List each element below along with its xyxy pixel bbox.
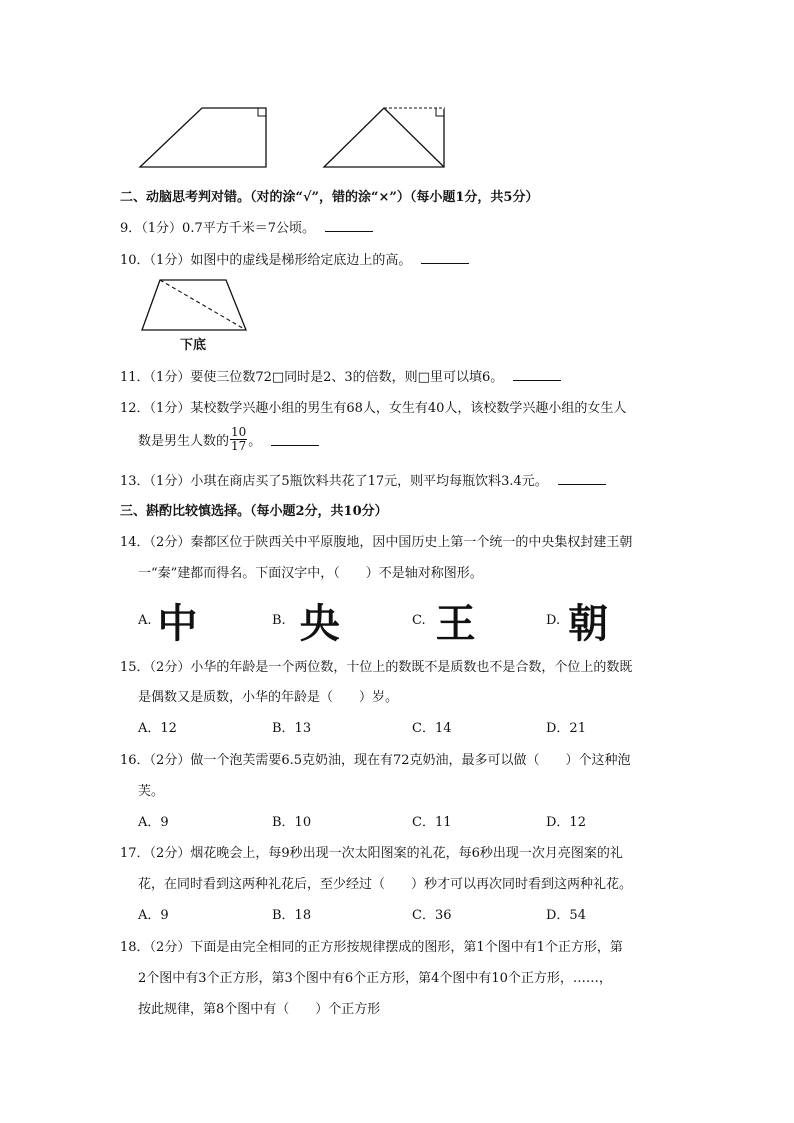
answer-blank[interactable] [325, 219, 373, 232]
question-18-line2: 2个图中有3个正方形，第3个图中有6个正方形，第4个图中有10个正方形，……， [138, 971, 612, 986]
option-d[interactable] [546, 592, 608, 649]
question-13 [120, 470, 606, 489]
question-17-line1: 17．（2分）烟花晚会上，每9秒出现一次太阳图案的礼花，每6秒出现一次月亮图案的礼 [120, 846, 623, 861]
question-13-text: 13．（1分）小琪在商店买了5瓶饮料共花了17元，则平均每瓶饮料3.4元。 [120, 474, 548, 489]
question-11-text: 11．（1分）要使三位数72□同时是2、3的倍数，则□里可以填6。 [120, 370, 504, 385]
question-9 [120, 217, 373, 236]
fraction-denominator: 17 [231, 439, 247, 453]
question-12-text: 数是男生人数的 [138, 434, 230, 449]
option-b[interactable]: B．18 [272, 908, 312, 923]
option-a[interactable]: A．9 [138, 815, 169, 830]
answer-blank[interactable] [558, 472, 606, 485]
trapezoid-figure-right [320, 104, 450, 170]
option-c[interactable]: C．14 [412, 721, 452, 736]
option-b[interactable]: B．10 [272, 815, 312, 830]
option-c[interactable] [412, 592, 476, 649]
question-12-line1: 12．（1分）某校数学兴趣小组的男生有68人，女生有40人，该校数学兴趣小组的女生人 [120, 401, 627, 416]
question-10-text: 10．（1分）如图中的虚线是梯形给定底边上的高。 [120, 253, 412, 268]
option-d[interactable]: D．12 [546, 815, 586, 830]
answer-blank[interactable] [513, 368, 561, 381]
question-17-line2: 花，在同时看到这两种礼花后，至少经过（ ）秒才可以再次同时看到这两种礼花。 [138, 877, 633, 892]
option-c[interactable]: C．36 [412, 908, 452, 923]
trapezoid-figure-q10 [138, 276, 250, 334]
fraction-numerator: 10 [231, 425, 247, 439]
option-a[interactable] [138, 592, 198, 649]
question-15-line1: 15．（2分）小华的年龄是一个两位数，十位上的数既不是质数也不是合数，个位上的数既 [120, 660, 633, 675]
fraction [230, 426, 247, 453]
option-c[interactable]: C．11 [412, 815, 452, 830]
option-b[interactable]: B．13 [272, 721, 312, 736]
question-15-line2: 是偶数又是质数，小华的年龄是（ ）岁。 [138, 690, 399, 705]
section-two-heading: 二、动脑思考判对错。（对的涂“√”，错的涂“×”）（每小题1分，共5分） [120, 190, 539, 205]
option-character: 央 [299, 601, 340, 647]
section-three-heading: 三、斟酌比较慎选择。（每小题2分，共10分） [120, 504, 388, 519]
option-a[interactable]: A．12 [138, 721, 177, 736]
option-character: 王 [435, 601, 476, 647]
option-b[interactable] [272, 592, 340, 649]
question-12-tail: 。 [248, 434, 262, 449]
answer-blank[interactable] [421, 251, 469, 264]
option-d[interactable]: D．21 [546, 721, 586, 736]
figure-label-lower-base: 下底 [180, 338, 207, 353]
option-character: 朝 [568, 601, 609, 647]
option-d[interactable]: D．54 [546, 908, 586, 923]
question-14-line2: 一“秦”建都而得名。下面汉字中，（ ）不是轴对称图形。 [138, 566, 483, 581]
question-10 [120, 249, 469, 268]
option-label: B. [272, 613, 286, 628]
option-character: 中 [157, 601, 198, 647]
question-18-line3: 按此规律，第8个图中有（ ）个正方形 [138, 1002, 381, 1017]
option-label: D. [546, 613, 561, 628]
question-14-line1: 14．（2分）秦都区位于陕西关中平原腹地，因中国历史上第一个统一的中央集权封建王朝 [120, 535, 633, 550]
question-12-line2 [138, 426, 319, 453]
question-16-line2: 芙。 [138, 784, 165, 799]
question-16-line1: 16．（2分）做一个泡芙需要6.5克奶油，现在有72克奶油，最多可以做（ ）个这种泡 [120, 753, 631, 768]
question-11 [120, 366, 561, 385]
option-a[interactable]: A．9 [138, 908, 169, 923]
answer-blank[interactable] [271, 433, 319, 446]
option-label: A. [138, 613, 152, 628]
question-18-line1: 18．（2分）下面是由完全相同的正方形按规律摆成的图形，第1个图中有1个正方形，第 [120, 940, 623, 955]
option-label: C. [412, 613, 426, 628]
trapezoid-figure-left [136, 104, 270, 170]
question-9-text: 9．（1分）0.7平方千米＝7公顷。 [120, 221, 315, 236]
